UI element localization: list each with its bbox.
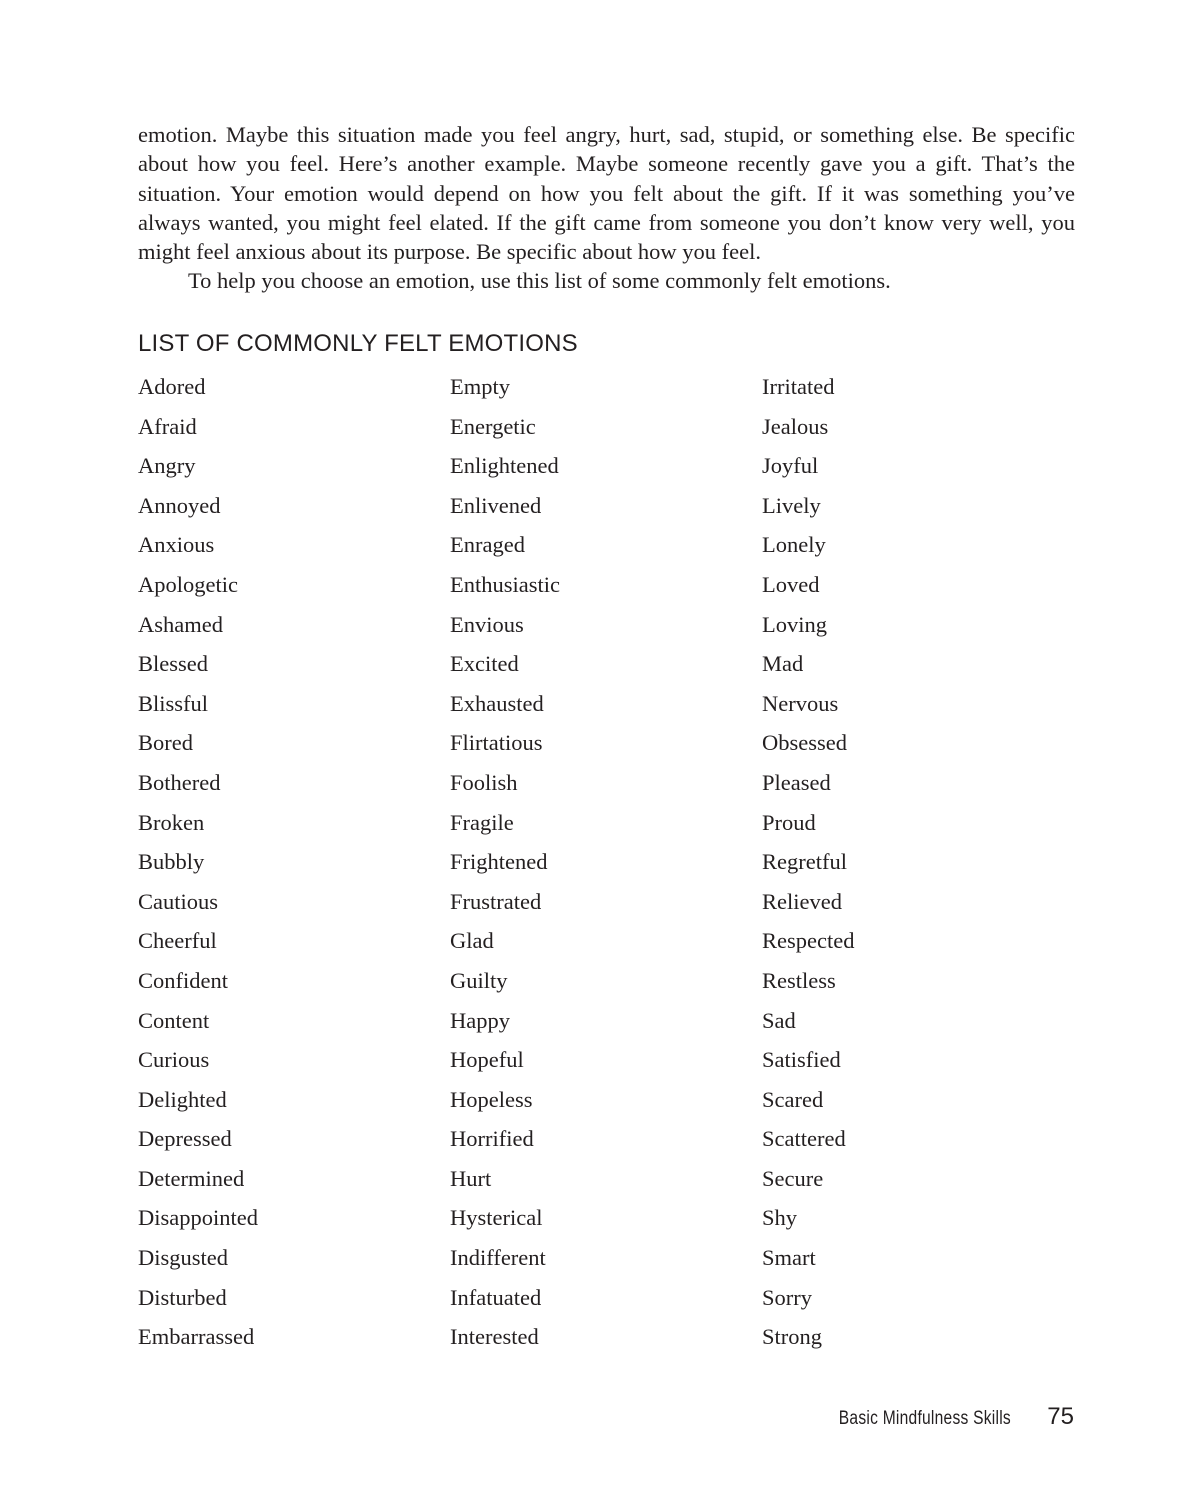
emotion-item: Ashamed [138, 611, 223, 637]
emotion-item: Envious [450, 611, 524, 637]
emotion-item: Lively [762, 492, 821, 518]
emotion-item: Cheerful [138, 928, 217, 954]
emotion-item: Foolish [450, 769, 518, 795]
emotion-item: Smart [762, 1245, 816, 1271]
emotion-item: Loved [762, 571, 820, 597]
emotion-item: Anxious [138, 532, 215, 558]
page-number: 75 [1047, 1403, 1074, 1430]
emotion-item: Frightened [450, 849, 548, 875]
body-text [138, 120, 1075, 296]
body-paragraph-2: To help you choose an emotion, use this list of some commonly felt emotions. [188, 268, 891, 294]
emotion-item: Hysterical [450, 1205, 543, 1231]
emotions-list [138, 372, 1078, 1362]
emotion-item: Confident [138, 967, 228, 993]
emotion-item: Pleased [762, 769, 831, 795]
emotion-item: Determined [138, 1165, 245, 1191]
emotions-list-heading: LIST OF COMMONLY FELT EMOTIONS [138, 330, 578, 357]
emotion-item: Respected [762, 928, 855, 954]
emotion-item: Shy [762, 1205, 798, 1231]
page-footer [801, 1403, 1074, 1431]
emotion-item: Frustrated [450, 888, 542, 914]
emotion-item: Bored [138, 730, 193, 756]
emotion-item: Enlightened [450, 453, 559, 479]
emotions-column-2 [450, 372, 762, 1362]
emotion-item: Delighted [138, 1086, 227, 1112]
emotion-item: Disappointed [138, 1205, 258, 1231]
emotion-item: Bothered [138, 769, 221, 795]
emotion-item: Enlivened [450, 492, 542, 518]
emotion-item: Satisfied [762, 1047, 841, 1073]
emotion-item: Cautious [138, 888, 219, 914]
emotion-item: Scared [762, 1086, 824, 1112]
emotion-item: Hurt [450, 1165, 492, 1191]
emotions-column-3 [762, 372, 1074, 1362]
emotion-item: Hopeless [450, 1086, 533, 1112]
body-paragraph-1: emotion. Maybe this situation made you feel angry, hurt, sad, stupid, or something else. Be specific about how you feel. Here’s another example. Maybe someone recently gave you a gift. That’s the situation. Your emotion would depend on how you felt about the gift. If it was something you’ve always wanted, you might feel elated. If the gift came from someone you don’t know very well, you might feel anxious about its purpose. Be specific about how you feel. [138, 122, 1075, 265]
emotion-item: Glad [450, 928, 494, 954]
running-head: Basic Mindfulness Skills [839, 1408, 1012, 1429]
emotion-item: Restless [762, 967, 836, 993]
emotion-item: Infatuated [450, 1284, 542, 1310]
emotion-item: Empty [450, 374, 510, 399]
emotion-item: Angry [138, 453, 196, 479]
emotion-item: Lonely [762, 532, 826, 558]
emotion-item: Strong [762, 1324, 823, 1350]
emotion-item: Hopeful [450, 1047, 524, 1073]
emotion-item: Loving [762, 611, 827, 637]
emotion-item: Sorry [762, 1284, 812, 1310]
emotion-item: Broken [138, 809, 205, 835]
emotion-item: Joyful [762, 453, 819, 479]
emotion-item: Irritated [762, 374, 835, 399]
emotion-item: Mad [762, 651, 804, 677]
emotion-item: Enthusiastic [450, 571, 560, 597]
emotion-item: Flirtatious [450, 730, 543, 756]
emotion-item: Disgusted [138, 1245, 228, 1271]
emotion-item: Enraged [450, 532, 525, 558]
emotion-item: Exhausted [450, 690, 544, 716]
emotion-item: Depressed [138, 1126, 232, 1152]
emotion-item: Secure [762, 1165, 824, 1191]
emotion-item: Adored [138, 374, 206, 399]
emotion-item: Jealous [762, 413, 829, 439]
emotion-item: Apologetic [138, 571, 238, 597]
emotion-item: Sad [762, 1007, 796, 1033]
emotions-column-1 [138, 372, 450, 1362]
emotion-item: Blissful [138, 690, 209, 716]
emotion-item: Embarrassed [138, 1324, 255, 1350]
emotion-item: Obsessed [762, 730, 847, 756]
emotion-item: Annoyed [138, 492, 221, 518]
emotion-item: Proud [762, 809, 816, 835]
emotion-item: Scattered [762, 1126, 846, 1152]
emotion-item: Afraid [138, 413, 197, 439]
emotion-item: Disturbed [138, 1284, 227, 1310]
emotion-item: Energetic [450, 413, 536, 439]
emotion-item: Nervous [762, 690, 839, 716]
emotion-item: Interested [450, 1324, 539, 1350]
emotion-item: Regretful [762, 849, 847, 875]
emotion-item: Horrified [450, 1126, 534, 1152]
emotion-item: Excited [450, 651, 519, 677]
emotion-item: Guilty [450, 967, 508, 993]
emotion-item: Fragile [450, 809, 514, 835]
emotion-item: Relieved [762, 888, 842, 914]
emotion-item: Blessed [138, 651, 208, 677]
emotion-item: Curious [138, 1047, 210, 1073]
emotion-item: Indifferent [450, 1245, 546, 1271]
emotion-item: Bubbly [138, 849, 205, 875]
emotion-item: Content [138, 1007, 210, 1033]
emotion-item: Happy [450, 1007, 510, 1033]
